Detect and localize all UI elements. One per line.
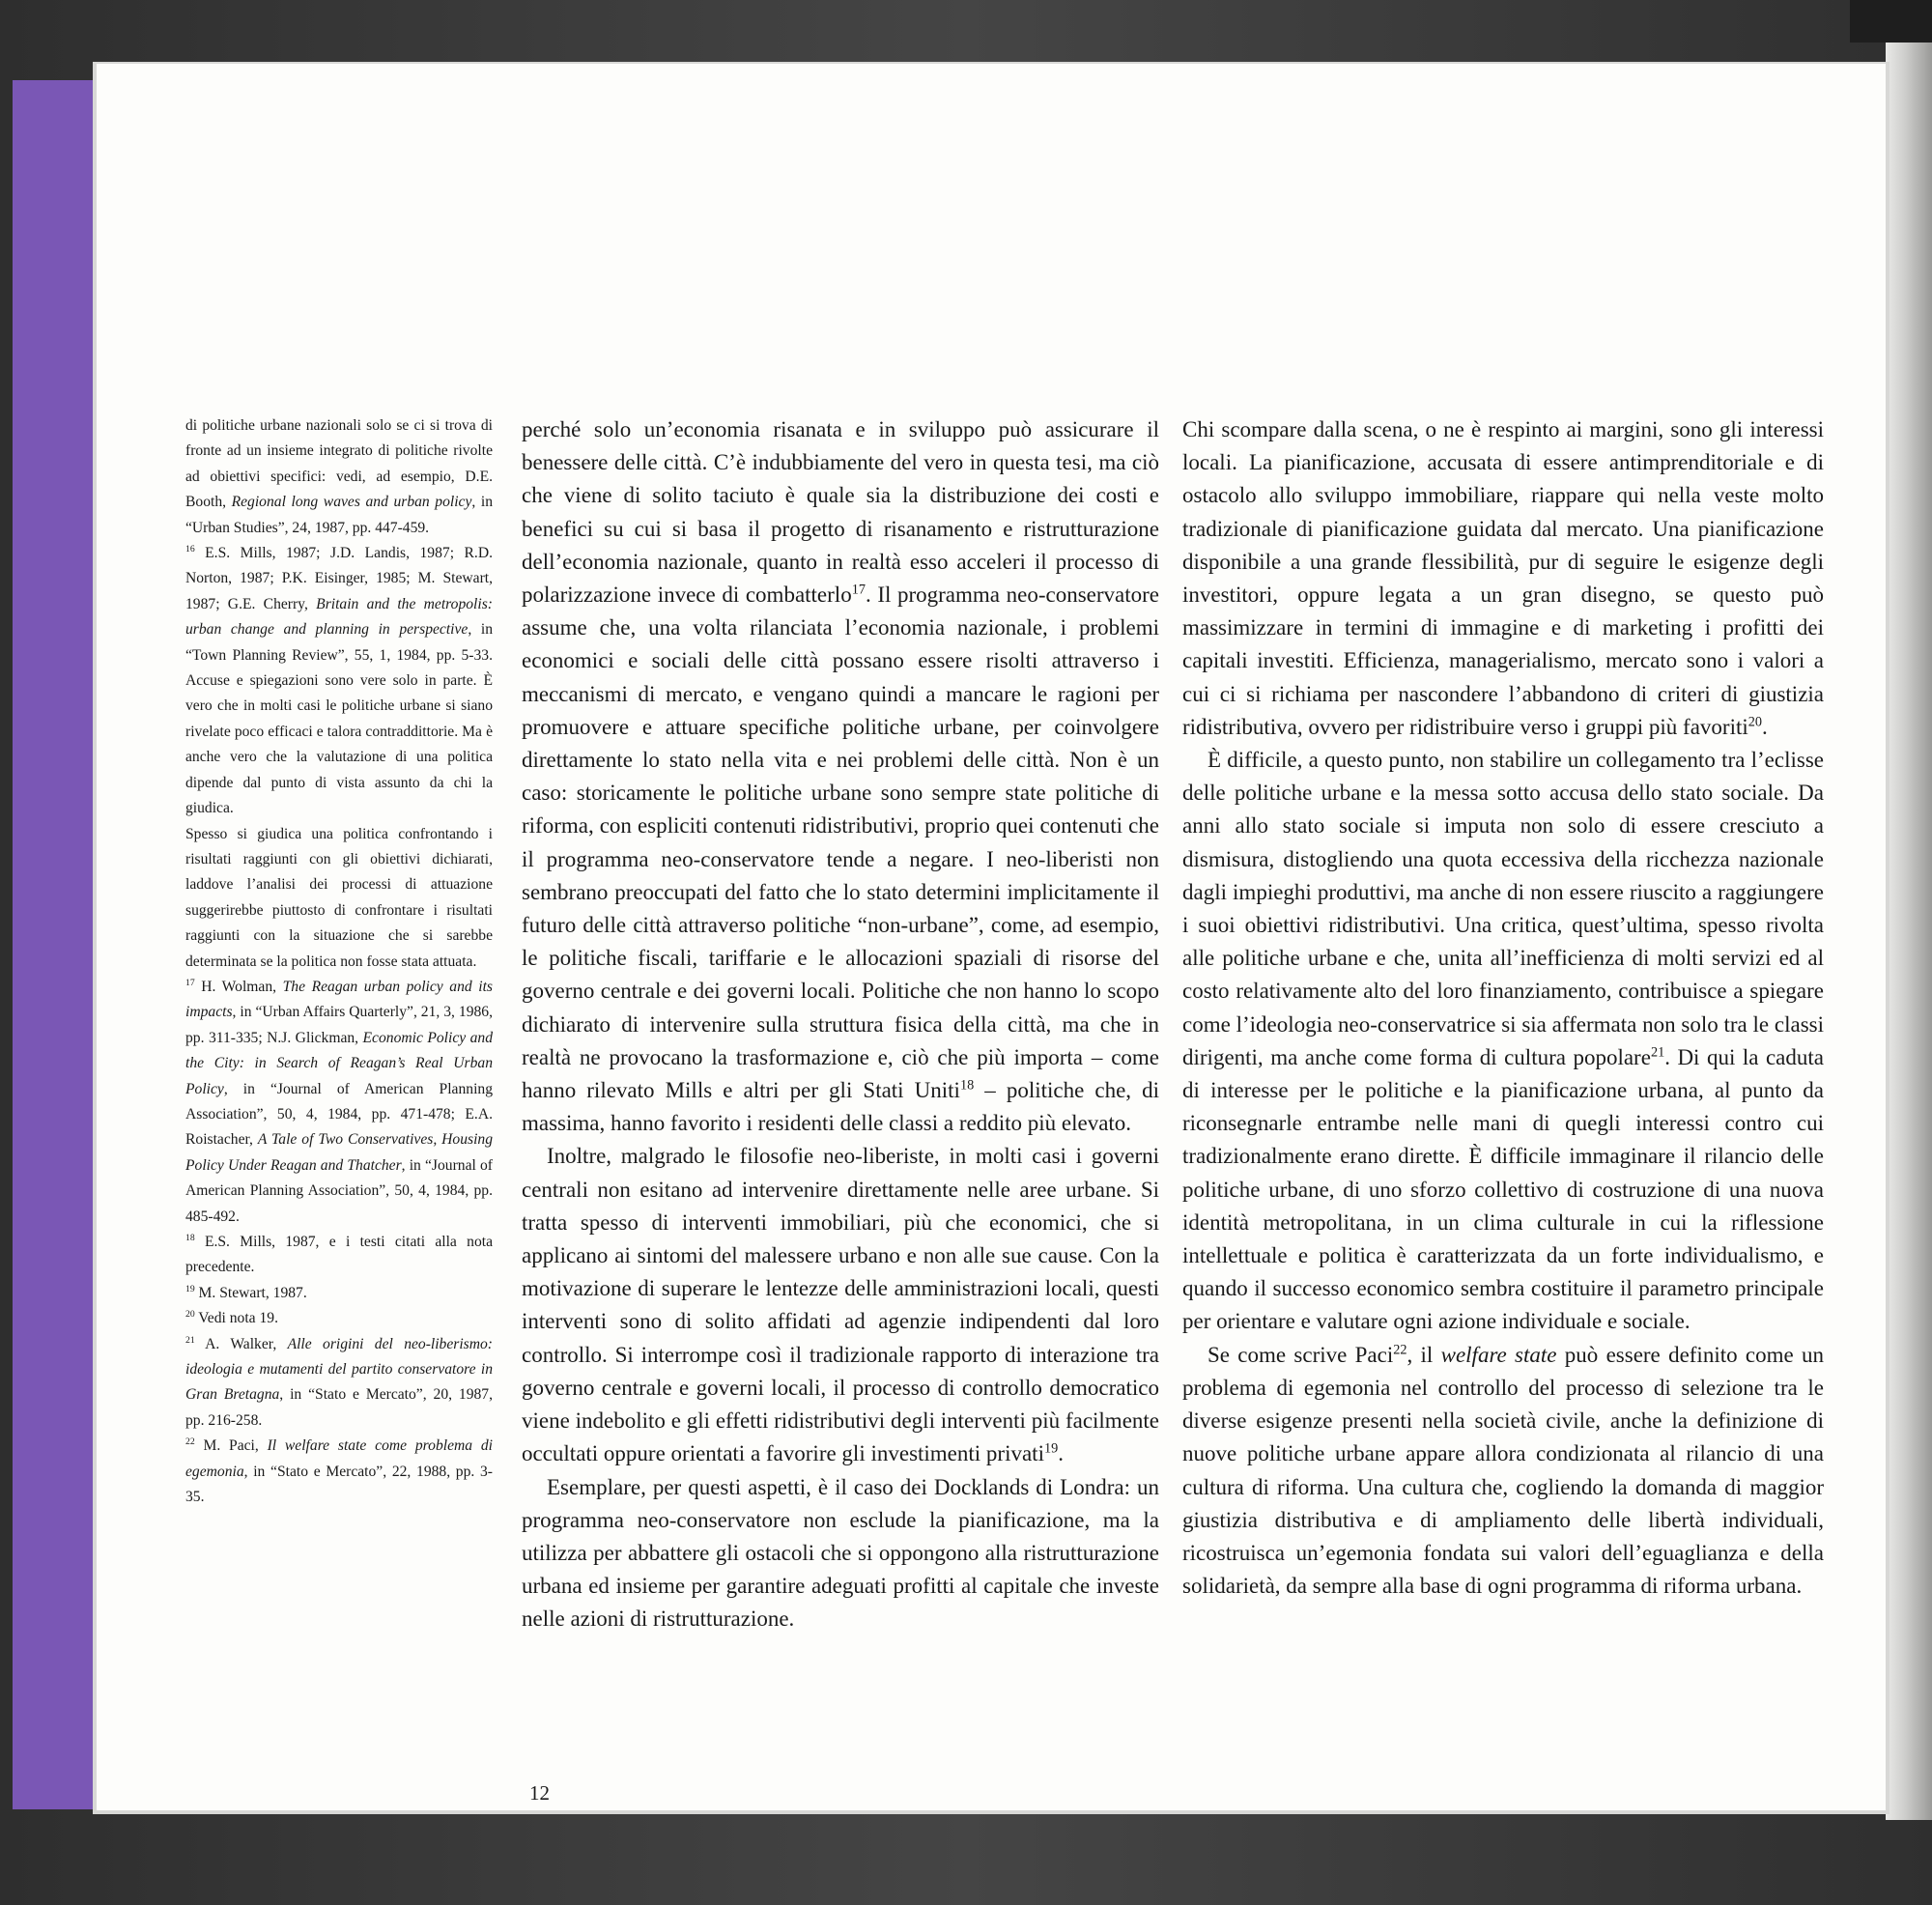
note-16: $^{16}$ E.S. Mills, 1987; J.D. Landis, 1987; R.D. Norton, 1987; P.K. Eisinger, 1985; M. Stewart, 1987; G.E. Cherry, Britain and the metropolis: urban change and planning in perspective, in “Town Planning Review”, 55, 1, 1984, pp. 5-33. Accuse e spiegazioni sono vere solo in parte. È vero che in molti casi le politiche urbane si siano rivelate poco efficaci e talora contraddittorie. Ma è anche vero che la valutazione di una politica dipende dal punto di vista assunto da chi la giudica.: [185, 543, 493, 817]
footnote-ref: 19: [1043, 1440, 1059, 1457]
footnote-ref: 22: [1393, 1342, 1407, 1358]
note-15-continued: di politiche urbane nazionali solo se ci si trova di fronte ad un insieme integrato di politiche rivolte ad obiettivi specifici: vedi, ad esempio, D.E. Booth, Regional long waves and urban policy, in “Urban Studies”, 24, 1987, pp. 447-459.: [185, 417, 493, 536]
footnote-ref: 17: [851, 582, 866, 598]
body-column-middle: [522, 413, 1159, 1636]
note-20: $^{20}$ Vedi nota 19.: [185, 1309, 278, 1327]
footnotes-column: [185, 413, 493, 1510]
scanner-corner: [1850, 0, 1932, 43]
note-16-second-paragraph: Spesso si giudica una politica confrontando i risultati raggiunti con gli obiettivi dichiarati, laddove l’analisi dei processi di attuazione suggerirebbe piuttosto di confrontare i risultati raggiunti con la situazione che si sarebbe determinata se la politica non fosse stata attuata.: [185, 825, 493, 970]
paragraph: Se come scrive Paci$^{22}$, il welfare state può essere definito come un problema di egemonia nel controllo del processo di selezione tra le diverse esigenze presenti nella società civile, anche la definizione di nuove politiche urbane appare allora condizionata al rilancio di una cultura di riforma. Una cultura che, cogliendo la domanda di maggior giustizia distributiva e di ampliamento delle libertà individuali, ricostruisca un’egemonia fondata sui valori dell’eguaglianza e della solidarietà, da sempre alla base di ogni programma di riforma urbana.: [1182, 1342, 1825, 1599]
note-22: $^{22}$ M. Paci, Il welfare state come problema di egemonia, in “Stato e Mercato”, 22, 1988, pp. 3-35.: [185, 1436, 493, 1506]
paragraph: Esemplare, per questi aspetti, è il caso dei Docklands di Londra: un programma neo-conservatore non esclude la pianificazione, ma la utilizza per abbattere gli ostacoli che si oppongono alla ristrutturazione urbana ed insieme per garantire adeguati profitti al capitale che investe nelle azioni di ristrutturazione.: [522, 1474, 1159, 1632]
footnote-ref: 21: [1650, 1044, 1665, 1061]
footnote-ref: 20: [1747, 714, 1762, 730]
paragraph: Inoltre, malgrado le filosofie neo-liberiste, in molti casi i governi centrali non esitano ad intervenire direttamente nelle aree urbane. Si tratta spesso di interventi immobiliari, più che economici, che si applicano ai sintomi del malessere urbano e non alle sue cause. Con la motivazione di superare le lentezze delle amministrazioni locali, questi interventi sono di solito affidati ad agenzie indipendenti dal loro controllo. Si interrompe così il tradizionale rapporto di interazione tra governo centrale e governi locali, il processo di controllo democratico viene indebolito e gli effetti ridistributivi degli interventi più facilmente occultati oppure orientati a favorire gli investimenti privati$^{19}$.: [522, 1144, 1159, 1466]
paragraph: perché solo un’economia risanata e in sviluppo può assicurare il benessere delle città. C’è indubbiamente del vero in questa tesi, ma ciò che viene di solito taciuto è quale sia la distribuzione dei costi e benefici su cui si basa il progetto di risanamento e ristrutturazione dell’economia nazionale, quanto in realtà esso acceleri il processo di polarizzazione invece di combatterlo$^{17}$. Il programma neo-conservatore assume che, una volta rilanciata l’economia nazionale, i problemi economici e sociali delle città possano essere risolti attraverso i meccanismi di mercato, e vengano quindi a mancare le ragioni per promuovere e attuare specifiche politiche urbane, per coinvolgere direttamente lo stato nella vita e nei problemi delle città. Non è un caso: storicamente le politiche urbane sono sempre state politiche di riforma, con espliciti contenuti ridistributivi, proprio quei contenuti che il programma neo-conservatore tende a negare. I neo-liberisti non sembrano preoccupati del fatto che lo stato determini implicitamente il futuro delle città attraverso politiche “non-urbane”, come, ad esempio, le politiche fiscali, tariffarie e le allocazioni spaziali di risorse del governo centrale e dei governi locali. Politiche che non hanno lo scopo dichiarato di intervenire sulla struttura fisica della città, ma che in realtà ne provocano la trasformazione e, ciò che più importa – come hanno rilevato Mills e altri per gli Stati Uniti$^{18}$ – politiche che, di massima, hanno favorito i residenti delle classi a reddito più elevato.: [522, 417, 1159, 1136]
page-number: 12: [529, 1781, 550, 1805]
note-18: $^{18}$ E.S. Mills, 1987, e i testi citati alla nota precedente.: [185, 1232, 493, 1276]
note-21: $^{21}$ A. Walker, Alle origini del neo-liberismo: ideologia e mutamenti del partito conservatore in Gran Bretagna, in “Stato e Mercato”, 20, 1987, pp. 216-258.: [185, 1334, 494, 1429]
body-column-right: [1182, 413, 1824, 1603]
paragraph: Chi scompare dalla scena, o ne è respinto ai margini, sono gli interessi locali. La pianificazione, accusata di essere antimprenditoriale e di ostacolo allo sviluppo immobiliare, riappare qui nella veste molto tradizionale di pianificazione guidata dal mercato. Una pianificazione disponibile a una grande flessibilità, pur di seguire le esigenze degli investitori, oppure legata a un gran disegno, se questo può massimizzare in termini di immagine e di marketing i profitti dei capitali investiti. Efficienza, managerialismo, mercato sono i valori a cui ci si richiama per nascondere l’abbandono di criteri di giustizia ridistributiva, ovvero per ridistribuire verso i gruppi più favoriti$^{20}$.: [1182, 417, 1824, 739]
note-19: $^{19}$ M. Stewart, 1987.: [185, 1283, 307, 1301]
footnote-ref: 18: [959, 1077, 975, 1094]
note-17: $^{17}$ H. Wolman, The Reagan urban policy and its impacts, in “Urban Affairs Quarterly”, 21, 3, 1986, pp. 311-335; N.J. Glickman, Economic Policy and the City: in Search of Reagan’s Real Urban Policy, in “Journal of American Planning Association”, 50, 4, 1984, pp. 471-478; E.A. Roistacher, A Tale of Two Conservatives, Housing Policy Under Reagan and Thatcher, in “Journal of American Planning Association”, 50, 4, 1984, pp. 485-492.: [185, 977, 493, 1225]
page-stack-edge: [1886, 43, 1932, 1820]
paragraph: È difficile, a questo punto, non stabilire un collegamento tra l’eclisse delle politiche urbane e la messa sotto accusa dello stato sociale. Da anni allo stato sociale si imputa non solo di essere cresciuto a dismisura, distogliendo una quota eccessiva della ricchezza nazionale dagli impieghi produttivi, ma anche di non essere riuscito a raggiungere i suoi obiettivi ridistributivi. Una critica, quest’ultima, spesso rivolta alle politiche urbane e che, unita all’inefficienza di molti servizi ed al costo relativamente alto del loro finanziamento, contribuisce a spiegare come l’ideologia neo-conservatrice si sia affermata non solo tra le classi dirigenti, ma anche come forma di cultura popolare$^{21}$. Di qui la caduta di interesse per le politiche e la pianificazione urbana, al punto da riconsegnarle entrambe nelle mani di quegli interessi contro cui tradizionalmente erano dirette. È difficile immaginare il rilancio delle politiche urbane, di uno sforzo collettivo di costruzione di una nuova identità metropolitana, in un clima culturale in cui la riflessione intellettuale e politica è caratterizzata da un forte individualismo, e quando il successo economico sembra costituire il parametro principale per orientare e valutare ogni azione individuale e sociale.: [1182, 748, 1824, 1334]
